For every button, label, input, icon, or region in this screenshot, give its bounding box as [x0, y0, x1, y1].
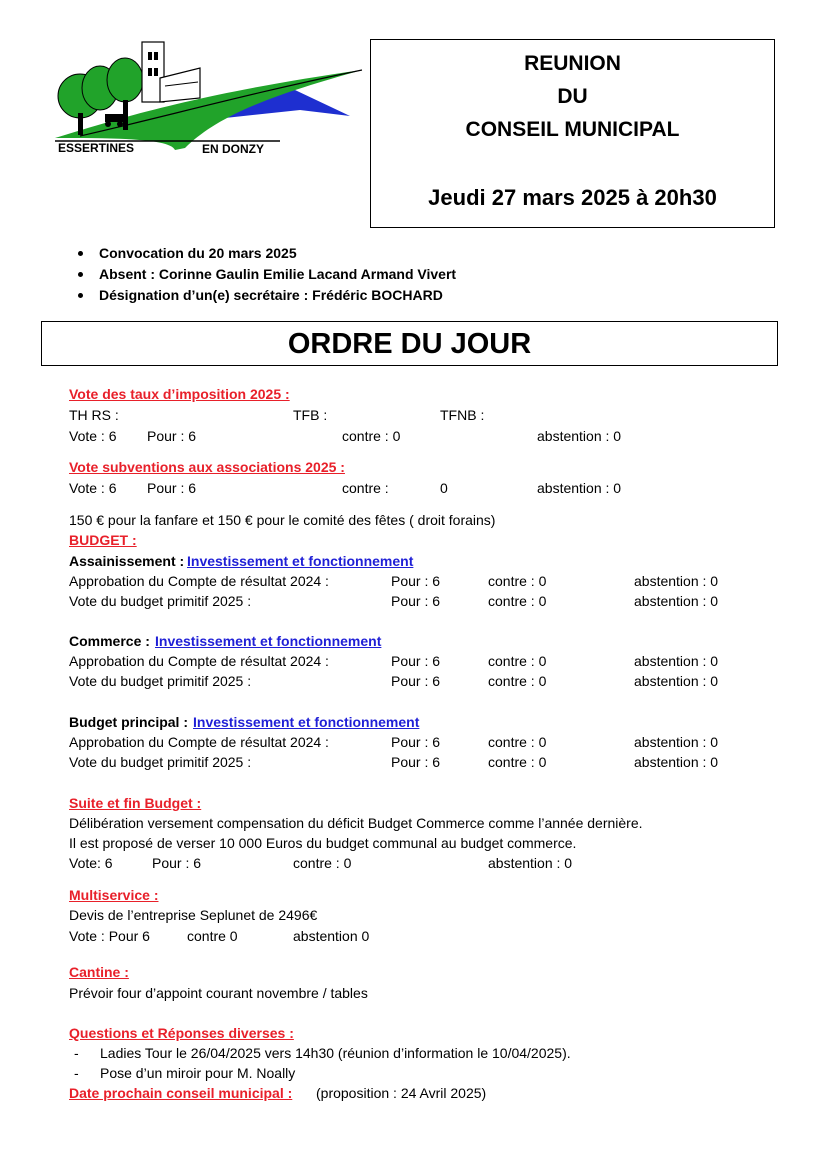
taux-vote: Vote : 6	[69, 428, 117, 444]
commerce-vote-contre: contre : 0	[488, 673, 547, 689]
multi-heading: Multiservice :	[69, 887, 159, 903]
next-value: (proposition : 24 Avril 2025)	[316, 1085, 487, 1101]
suite-abstention: abstention : 0	[488, 855, 573, 871]
commerce-label: Commerce :	[69, 633, 150, 649]
question-item: Pose d’un miroir pour M. Noally	[100, 1065, 296, 1081]
commerce-vote: Vote du budget primitif 2025 :	[69, 673, 252, 689]
principal-label: Budget principal :	[69, 714, 188, 730]
logo-text-1: ESSERTINES	[58, 141, 135, 155]
principal-vote: Vote du budget primitif 2025 :	[69, 754, 252, 770]
multi-vote: Vote : Pour 6	[69, 928, 150, 944]
cantine-heading: Cantine :	[69, 964, 129, 980]
assain-vote-contre: contre : 0	[488, 593, 547, 609]
principal-appro: Approbation du Compte de résultat 2024 :	[69, 734, 329, 750]
budget-heading: BUDGET :	[69, 532, 137, 548]
subv-pour: Pour : 6	[147, 480, 197, 496]
assain-vote: Vote du budget primitif 2025 :	[69, 593, 252, 609]
taux-pour: Pour : 6	[147, 428, 197, 444]
multi-abstention: abstention 0	[293, 928, 370, 944]
taux-tfb: TFB :	[293, 407, 328, 423]
bullet-icon	[78, 251, 83, 256]
logo-text-2: EN DONZY	[202, 142, 265, 156]
subv-contre-value: 0	[440, 480, 448, 496]
subv-contre: contre :	[342, 480, 389, 496]
logo	[50, 38, 365, 163]
principal-vote-pour: Pour : 6	[391, 754, 441, 770]
suite-line-2: Il est proposé de verser 10 000 Euros du budget communal au budget commerce.	[69, 835, 577, 851]
question-item: Ladies Tour le 26/04/2025 vers 14h30 (réunion d’information le 10/04/2025).	[100, 1045, 571, 1061]
principal-vote-abst: abstention : 0	[634, 754, 719, 770]
bullet-icon	[78, 293, 83, 298]
commerce-appro-abst: abstention : 0	[634, 653, 719, 669]
convocation: Convocation du 20 mars 2025	[99, 245, 297, 261]
bullet-icon	[78, 272, 83, 277]
subv-abstention: abstention : 0	[537, 480, 622, 496]
taux-abstention: abstention : 0	[537, 428, 622, 444]
assain-appro-contre: contre : 0	[488, 573, 547, 589]
secretaire: Désignation d’un(e) secrétaire : Frédéric BOCHARD	[99, 287, 443, 303]
next-heading: Date prochain conseil municipal :	[69, 1085, 293, 1101]
commerce-appro: Approbation du Compte de résultat 2024 :	[69, 653, 329, 669]
commerce-vote-pour: Pour : 6	[391, 673, 441, 689]
assain-link[interactable]: Investissement et fonctionnement	[187, 553, 414, 569]
fanfare-note: 150 € pour la fanfare et 150 € pour le comité des fêtes ( droit forains)	[69, 512, 496, 528]
suite-heading: Suite et fin Budget :	[69, 795, 202, 811]
cantine-line-1: Prévoir four d’appoint courant novembre / tables	[69, 985, 368, 1001]
assain-vote-pour: Pour : 6	[391, 593, 441, 609]
title-line-1: REUNION	[524, 52, 621, 75]
principal-appro-abst: abstention : 0	[634, 734, 719, 750]
title-line-3: CONSEIL MUNICIPAL	[465, 118, 680, 141]
assain-vote-abst: abstention : 0	[634, 593, 719, 609]
commerce-link[interactable]: Investissement et fonctionnement	[155, 633, 382, 649]
assain-label: Assainissement :	[69, 553, 185, 569]
agenda-title: ORDRE DU JOUR	[41, 321, 778, 366]
commerce-appro-contre: contre : 0	[488, 653, 547, 669]
absents: Absent : Corinne Gaulin Emilie Lacand Armand Vivert	[99, 266, 457, 282]
principal-link[interactable]: Investissement et fonctionnement	[193, 714, 420, 730]
assain-appro-abst: abstention : 0	[634, 573, 719, 589]
commerce-vote-abst: abstention : 0	[634, 673, 719, 689]
commerce-appro-pour: Pour : 6	[391, 653, 441, 669]
taux-thrs: TH RS :	[69, 407, 119, 423]
assain-appro-pour: Pour : 6	[391, 573, 441, 589]
assain-appro: Approbation du Compte de résultat 2024 :	[69, 573, 329, 589]
principal-vote-contre: contre : 0	[488, 754, 547, 770]
suite-contre: contre : 0	[293, 855, 352, 871]
meeting-date: Jeudi 27 mars 2025 à 20h30	[428, 185, 717, 210]
principal-appro-contre: contre : 0	[488, 734, 547, 750]
title-box	[370, 39, 775, 228]
dash-icon: -	[74, 1045, 79, 1061]
questions-heading: Questions et Réponses diverses :	[69, 1025, 294, 1041]
multi-contre: contre 0	[187, 928, 238, 944]
subv-vote: Vote : 6	[69, 480, 117, 496]
principal-appro-pour: Pour : 6	[391, 734, 441, 750]
taux-tfnb: TFNB :	[440, 407, 485, 423]
suite-pour: Pour : 6	[152, 855, 202, 871]
taux-contre: contre : 0	[342, 428, 401, 444]
subv-heading: Vote subventions aux associations 2025 :	[69, 459, 345, 475]
title-line-2: DU	[557, 85, 588, 108]
taux-heading: Vote des taux d’imposition 2025 :	[69, 386, 290, 402]
multi-line-1: Devis de l’entreprise Seplunet de 2496€	[69, 907, 318, 923]
dash-icon: -	[74, 1065, 79, 1081]
suite-line-1: Délibération versement compensation du déficit Budget Commerce comme l’année dernière.	[69, 815, 643, 831]
suite-vote: Vote: 6	[69, 855, 113, 871]
